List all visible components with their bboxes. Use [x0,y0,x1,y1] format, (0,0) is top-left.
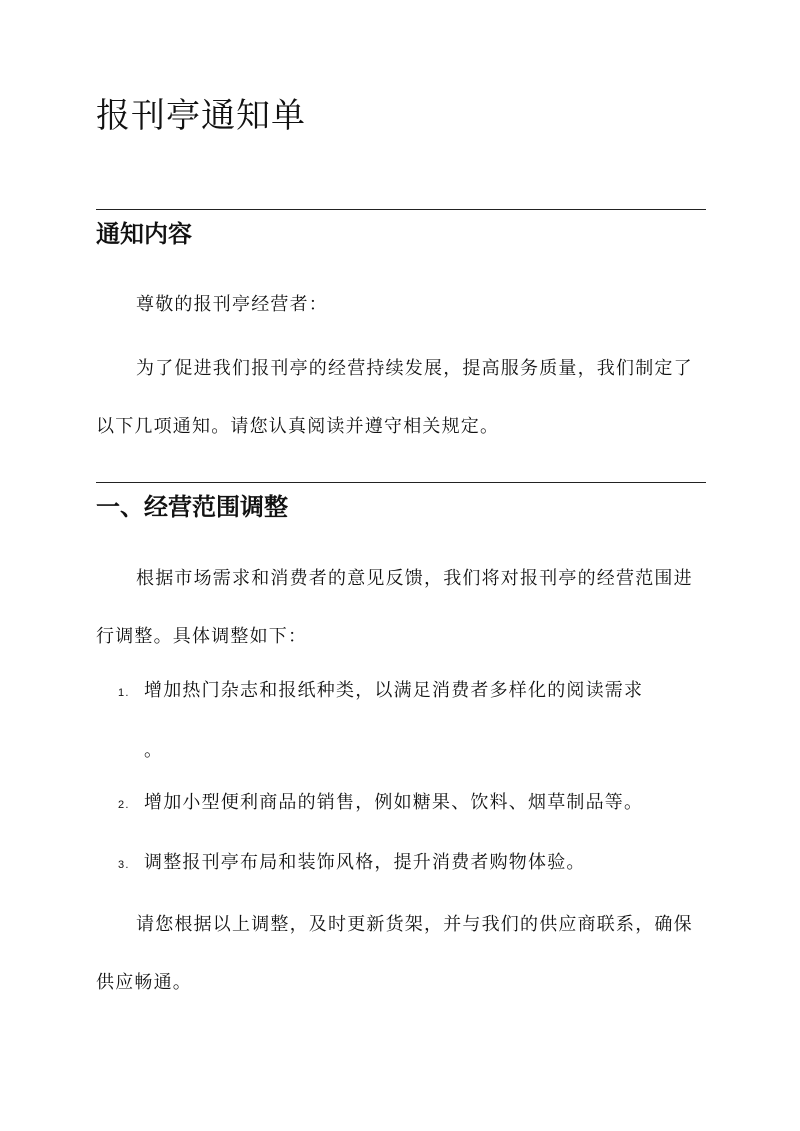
list-number: 1. [118,687,130,699]
list-item [118,774,708,834]
section-heading-notice-content: 通知内容 [96,219,192,248]
list-item [118,662,708,780]
list-text: 增加小型便利商品的销售，例如糖果、饮料、烟草制品等。 [144,792,644,813]
page-title: 报刊亭通知单 [96,96,306,136]
intro-paragraph: 为了促进我们报刊亭的经营持续发展，提高服务质量，我们制定了以下几项通知。请您认真阅读并遵守相关规定。 [96,358,693,437]
list-text: 增加热门杂志和报纸种类，以满足消费者多样化的阅读需求 [144,680,644,701]
scope-intro-paragraph: 根据市场需求和消费者的意见反馈，我们将对报刊亭的经营范围进行调整。具体调整如下： [96,568,693,647]
salutation-paragraph: 尊敬的报刊亭经营者： [136,294,328,315]
list-item [118,834,708,894]
list-number: 3. [118,859,130,871]
list-text: 调整报刊亭布局和装饰风格，提升消费者购物体验。 [144,852,586,873]
closing-paragraph: 请您根据以上调整，及时更新货架，并与我们的供应商联系，确保供应畅通。 [96,914,693,993]
list-text-continuation: 。 [144,740,164,761]
list-number: 2. [118,799,130,811]
section-divider [96,209,706,210]
section-divider [96,482,706,483]
section-heading-business-scope: 一、经营范围调整 [96,492,288,521]
